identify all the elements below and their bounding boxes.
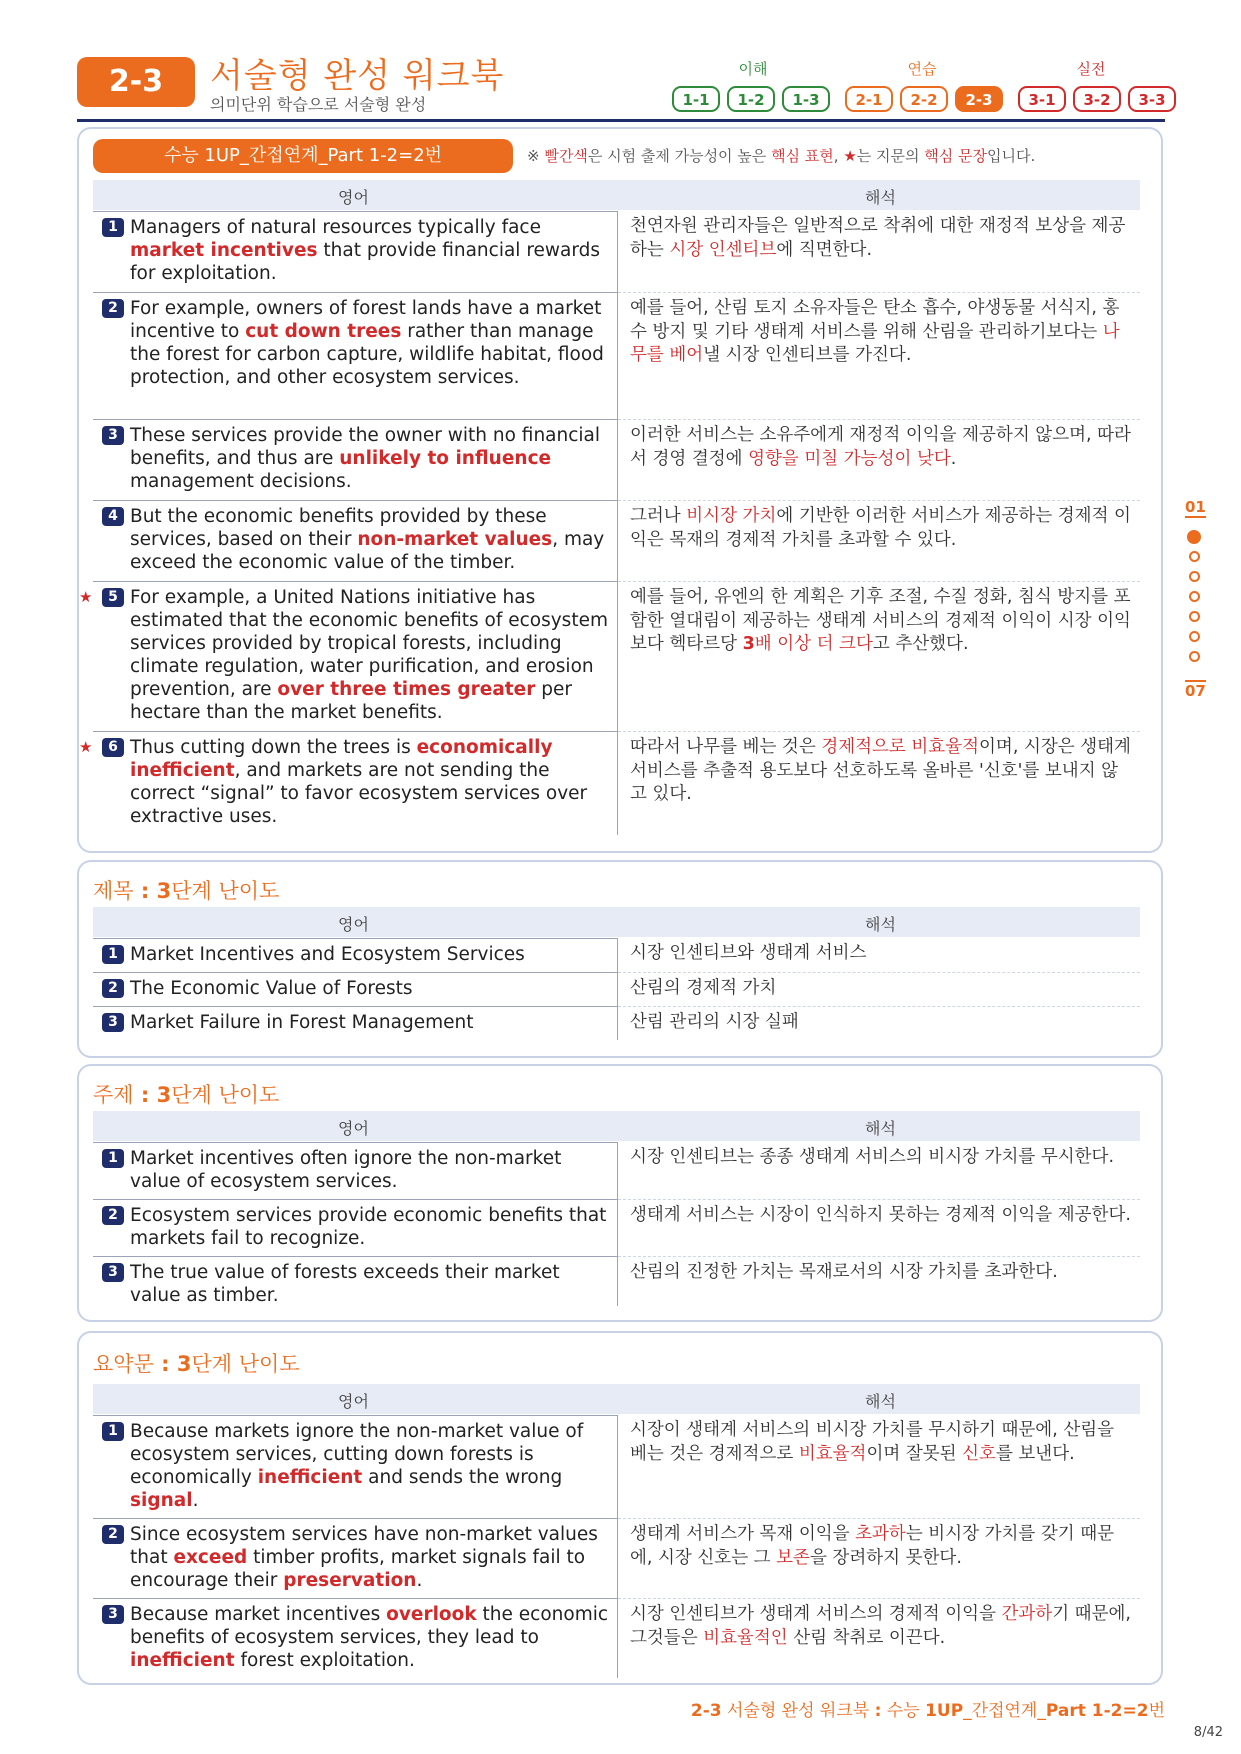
english-title: 3 Market Failure in Forest Management	[93, 1006, 618, 1040]
theme-option-row	[93, 1256, 1140, 1306]
passage-row	[93, 500, 1140, 581]
legend-note: ※ 빨간색은 시험 출제 가능성이 높은 핵심 표현, ★는 지문의 핵심 문장입니다.	[527, 147, 1036, 165]
col-header-korean: 해석	[865, 1392, 896, 1411]
passage-table-header	[93, 180, 1140, 210]
page-subtitle: 의미단위 학습으로 서술형 완성	[210, 95, 427, 114]
english-theme: 3 The true value of forests exceeds their market value as timber.	[93, 1256, 618, 1306]
section-code-badge: 2-3	[77, 57, 195, 107]
col-header-english: 영어	[338, 1119, 369, 1138]
footer-breadcrumb: 2-3 서술형 완성 워크북 : 수능 1UP_간접연계_Part 1-2=2번	[690, 1701, 1165, 1721]
key-sentence-star-icon: ★	[79, 738, 93, 756]
sentence-number: 2	[102, 299, 124, 318]
theme-table-header	[93, 1111, 1140, 1141]
group-label-practice: 연습	[907, 60, 937, 78]
col-header-english: 영어	[338, 188, 369, 207]
option-number: 1	[102, 1149, 124, 1168]
summary-option-row	[93, 1598, 1140, 1678]
option-number: 2	[102, 979, 124, 998]
option-number: 3	[102, 1013, 124, 1032]
english-sentence: ★ 6 Thus cutting down the trees is economically inefficient, and markets are not sending the correct “signal” to favor ecosystem services over extractive uses.	[93, 731, 618, 835]
summary-option-row	[93, 1415, 1140, 1518]
col-header-korean: 해석	[865, 1119, 896, 1138]
step-1-2[interactable]: 1-2	[727, 86, 775, 112]
step-3-2[interactable]: 3-2	[1073, 86, 1121, 112]
korean-summary: 생태계 서비스가 목재 이익을 초과하는 비시장 가치를 갖기 때문에, 시장 신호는 그 보존을 장려하지 못한다.	[618, 1518, 1140, 1598]
passage-row	[79, 731, 1140, 835]
korean-theme: 산림의 진정한 가치는 목재로서의 시장 가치를 초과한다.	[618, 1256, 1140, 1306]
side-nav-start: 01	[1185, 498, 1206, 516]
korean-title: 산림의 경제적 가치	[618, 972, 1140, 1006]
step-2-2[interactable]: 2-2	[900, 86, 948, 112]
title-section-heading: 제목 : 3단계 난이도	[93, 879, 280, 903]
korean-translation: 이러한 서비스는 소유주에게 재정적 이익을 제공하지 않으며, 따라서 경영 결정에 영향을 미칠 가능성이 낮다.	[618, 419, 1140, 500]
side-nav-dot[interactable]	[1189, 631, 1200, 642]
sentence-number: 5	[102, 588, 124, 607]
theme-option-row	[93, 1142, 1140, 1199]
title-option-row	[93, 1006, 1140, 1040]
option-number: 2	[102, 1206, 124, 1225]
english-summary: 2 Since ecosystem services have non-market values that exceed timber profits, market signals fail to encourage their preservation.	[93, 1518, 618, 1598]
col-header-korean: 해석	[865, 188, 896, 207]
page-number: 8/42	[1193, 1725, 1223, 1740]
english-sentence: ★ 5 For example, a United Nations initiative has estimated that the economic benefits of ecosystem services provided by tropical forests, including climate regulation, water purification, and erosion prevention, are over three times greater per hectare than the market benefits.	[93, 581, 618, 731]
passage-row	[79, 581, 1140, 731]
group-label-real: 실전	[1076, 60, 1106, 78]
step-3-1[interactable]: 3-1	[1018, 86, 1066, 112]
option-number: 1	[102, 1422, 124, 1441]
english-title: 1 Market Incentives and Ecosystem Services	[93, 938, 618, 972]
english-sentence: 4 But the economic benefits provided by these services, based on their non-market values, may exceed the economic value of the timber.	[93, 500, 618, 581]
korean-theme: 시장 인센티브는 종종 생태계 서비스의 비시장 가치를 무시한다.	[630, 1147, 1115, 1167]
title-option-row	[93, 972, 1140, 1006]
step-1-3[interactable]: 1-3	[782, 86, 830, 112]
korean-translation: 따라서 나무를 베는 것은 경제적으로 비효율적이며, 시장은 생태계 서비스를 추출적 용도보다 선호하도록 올바른 '신호'를 보내지 않고 있다.	[618, 731, 1140, 835]
english-title: 2 The Economic Value of Forests	[93, 972, 618, 1006]
english-sentence: 3 These services provide the owner with no financial benefits, and thus are unlikely to influence management decisions.	[93, 419, 618, 500]
passage-row	[93, 211, 1140, 292]
korean-translation: 예를 들어, 유엔의 한 계획은 기후 조절, 수질 정화, 침식 방지를 포함한 열대림이 제공하는 생태계 서비스의 경제적 이익이 시장 이익보다 헥타르당 3배 이상 더 크다고 추산했다.	[618, 581, 1140, 731]
step-3-3[interactable]: 3-3	[1128, 86, 1176, 112]
header-rule	[77, 119, 1165, 122]
col-header-korean: 해석	[865, 915, 896, 934]
english-theme: 1 Market incentives often ignore the non-market value of ecosystem services.	[93, 1142, 618, 1199]
title-table-header	[93, 907, 1140, 937]
summary-section-heading: 요약문 : 3단계 난이도	[93, 1352, 300, 1376]
english-summary: 3 Because market incentives overlook the economic benefits of ecosystem services, they lead to inefficient forest exploitation.	[93, 1598, 618, 1678]
theme-section-heading: 주제 : 3단계 난이도	[93, 1083, 280, 1107]
section-title-pill: 수능 1UP_간접연계_Part 1-2=2번	[93, 139, 513, 173]
english-sentence: 2 For example, owners of forest lands have a market incentive to cut down trees rather than manage the forest for carbon capture, wildlife habitat, flood protection, and other ecosystem services.	[93, 292, 618, 419]
korean-title: 산림 관리의 시장 실패	[618, 1006, 1140, 1040]
side-nav-dot-active[interactable]	[1187, 530, 1201, 544]
passage-row	[93, 419, 1140, 500]
step-2-1[interactable]: 2-1	[845, 86, 893, 112]
key-sentence-star-icon: ★	[79, 588, 93, 606]
korean-translation: 천연자원 관리자들은 일반적으로 착취에 대한 재정적 보상을 제공하는 시장 인센티브에 직면한다.	[630, 216, 1126, 260]
korean-translation: 예를 들어, 산림 토지 소유자들은 탄소 흡수, 야생동물 서식지, 홍수 방지 및 기타 생태계 서비스를 위해 산림을 관리하기보다는 나무를 베어낼 시장 인센티브를 가진다.	[618, 292, 1140, 419]
side-nav-dot[interactable]	[1189, 611, 1200, 622]
passage-row	[93, 292, 1140, 419]
korean-theme: 생태계 서비스는 시장이 인식하지 못하는 경제적 이익을 제공한다.	[618, 1199, 1140, 1256]
side-nav-dot[interactable]	[1189, 571, 1200, 582]
option-number: 1	[102, 945, 124, 964]
sentence-number: 1	[102, 218, 124, 237]
option-number: 3	[102, 1263, 124, 1282]
theme-option-row	[93, 1199, 1140, 1256]
col-header-english: 영어	[338, 1392, 369, 1411]
summary-table-header	[93, 1384, 1140, 1414]
side-nav-dot[interactable]	[1189, 651, 1200, 662]
summary-option-row	[93, 1518, 1140, 1598]
sentence-number: 6	[102, 738, 124, 757]
option-number: 3	[102, 1605, 124, 1624]
korean-translation: 그러나 비시장 가치에 기반한 이러한 서비스가 제공하는 경제적 이익은 목재의 경제적 가치를 초과할 수 있다.	[618, 500, 1140, 581]
korean-title: 시장 인센티브와 생태계 서비스	[630, 943, 867, 963]
side-nav-dot[interactable]	[1189, 551, 1200, 562]
korean-summary: 시장이 생태계 서비스의 비시장 가치를 무시하기 때문에, 산림을 베는 것은 경제적으로 비효율적이며 잘못된 신호를 보낸다.	[630, 1420, 1115, 1464]
side-nav-end: 07	[1185, 682, 1206, 700]
sentence-number: 3	[102, 426, 124, 445]
page-title: 서술형 완성 워크북	[210, 56, 505, 96]
english-sentence: 1 Managers of natural resources typically face market incentives that provide financial rewards for exploitation.	[93, 211, 618, 292]
option-number: 2	[102, 1525, 124, 1544]
sentence-number: 4	[102, 507, 124, 526]
korean-summary: 시장 인센티브가 생태계 서비스의 경제적 이익을 간과하기 때문에, 그것들은 비효율적인 산림 착취로 이끈다.	[618, 1598, 1140, 1678]
step-2-3[interactable]: 2-3	[955, 86, 1003, 112]
col-header-english: 영어	[338, 915, 369, 934]
title-option-row	[93, 938, 1140, 972]
english-summary: 1 Because markets ignore the non-market value of ecosystem services, cutting down forests is economically inefficient and sends the wrong signal.	[93, 1415, 618, 1518]
side-nav-dot[interactable]	[1189, 591, 1200, 602]
english-theme: 2 Ecosystem services provide economic benefits that markets fail to recognize.	[93, 1199, 618, 1256]
group-label-understand: 이해	[738, 60, 768, 78]
step-1-1[interactable]: 1-1	[672, 86, 720, 112]
